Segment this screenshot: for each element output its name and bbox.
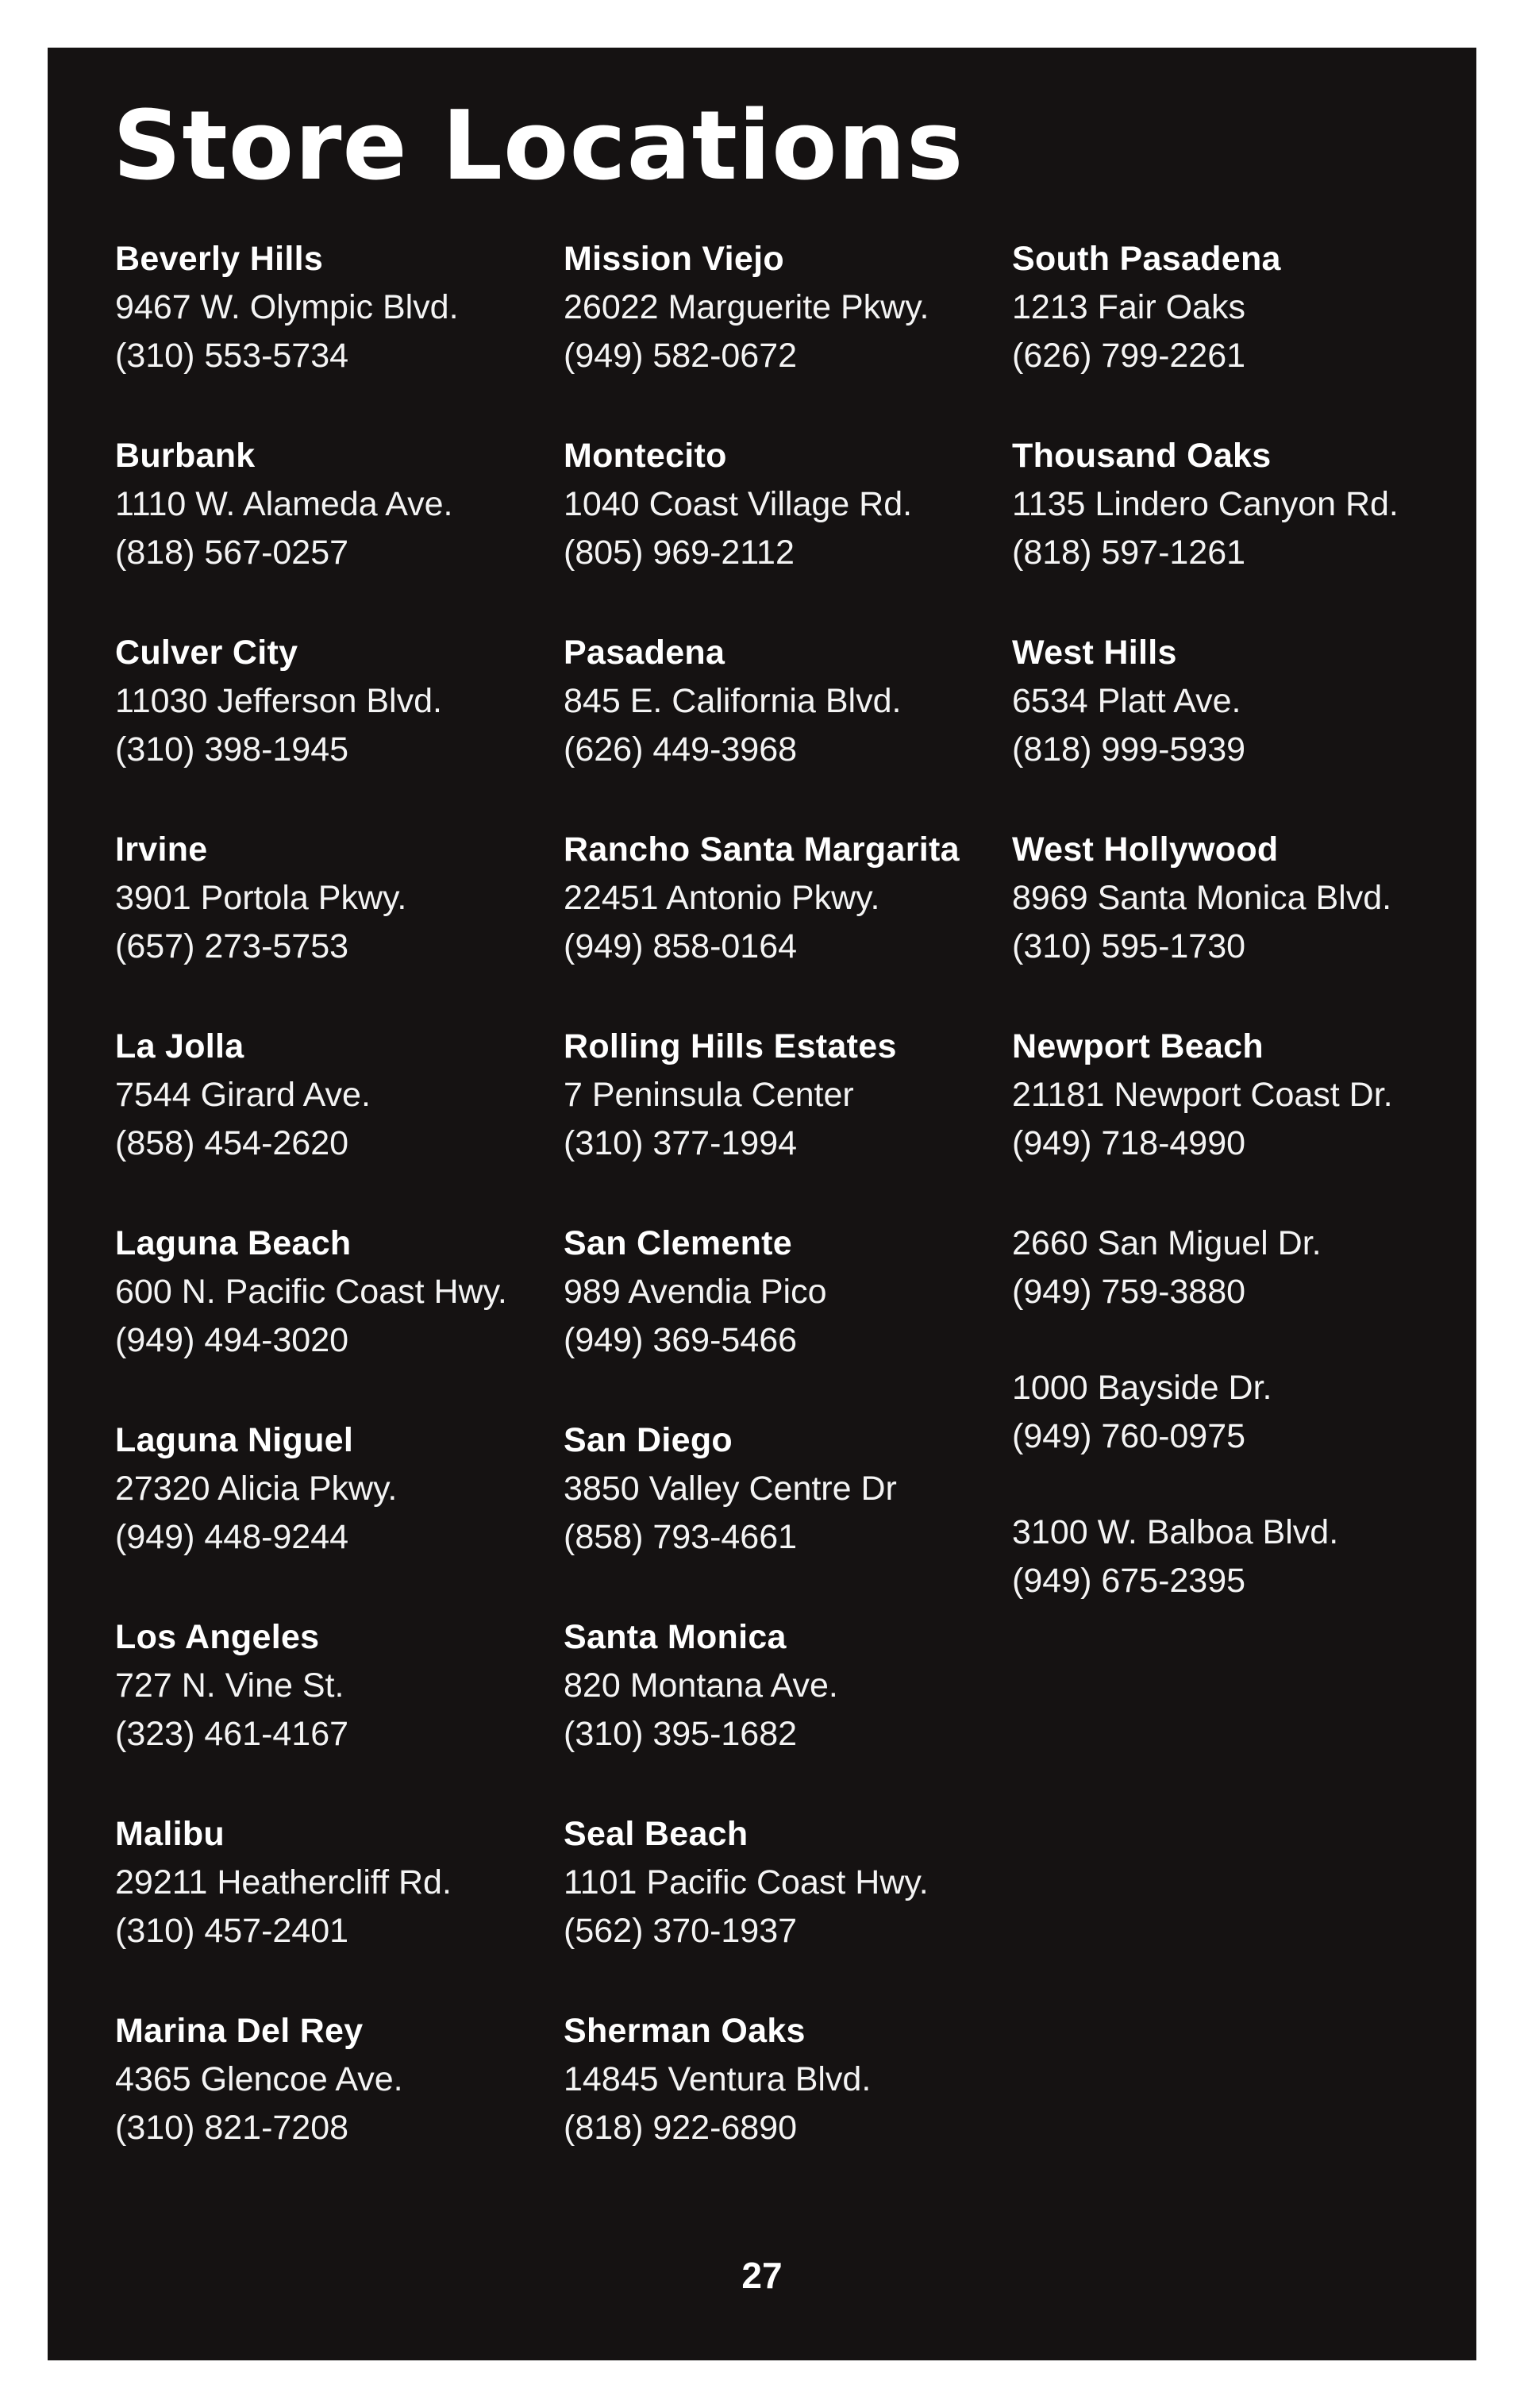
store-name: Pasadena [564, 634, 725, 672]
store-phone: (310) 398-1945 [115, 730, 349, 769]
store-address: 27320 Alicia Pkwy. [115, 1470, 398, 1508]
store-phone: (626) 799-2261 [1012, 337, 1246, 375]
store-phone: (949) 759-3880 [1012, 1273, 1246, 1311]
store-rancho-santa-margarita [564, 826, 1008, 1023]
store-phone: (562) 370-1937 [564, 1912, 798, 1950]
store-name: Malibu [115, 1815, 225, 1853]
store-santa-monica [564, 1613, 1008, 1810]
store-address: 3901 Portola Pkwy. [115, 879, 407, 917]
store-address: 7 Peninsula Center [564, 1076, 854, 1114]
spacer [1012, 1316, 1476, 1364]
store-name: Culver City [115, 634, 298, 672]
store-phone: (949) 675-2395 [1012, 1562, 1246, 1600]
store-thousand-oaks [1012, 432, 1476, 629]
store-mission-viejo [564, 235, 1008, 432]
store-address: 1213 Fair Oaks [1012, 288, 1245, 326]
store-name: Rancho Santa Margarita [564, 830, 960, 869]
store-address: 9467 W. Olympic Blvd. [115, 288, 459, 326]
store-address: 6534 Platt Ave. [1012, 682, 1241, 720]
store-phone: (949) 448-9244 [115, 1518, 349, 1556]
store-phone: (323) 461-4167 [115, 1715, 349, 1753]
store-address: 1101 Pacific Coast Hwy. [564, 1863, 929, 1901]
store-address: 989 Avendia Pico [564, 1273, 827, 1311]
store-phone: (818) 922-6890 [564, 2109, 798, 2147]
store-phone: (949) 718-4990 [1012, 1124, 1246, 1162]
store-la-jolla [115, 1023, 560, 1219]
store-newport-beach [1012, 1023, 1476, 1219]
store-phone: (818) 597-1261 [1012, 534, 1246, 572]
store-phone: (310) 553-5734 [115, 337, 349, 375]
store-irvine [115, 826, 560, 1023]
store-san-diego [564, 1416, 1008, 1613]
store-address: 29211 Heathercliff Rd. [115, 1863, 452, 1901]
store-name: La Jolla [115, 1027, 244, 1065]
store-south-pasadena [1012, 235, 1476, 432]
store-phone: (818) 567-0257 [115, 534, 349, 572]
store-phone: (657) 273-5753 [115, 927, 349, 965]
store-name: Montecito [564, 437, 727, 475]
store-address: 22451 Antonio Pkwy. [564, 879, 880, 917]
store-phone: (626) 449-3968 [564, 730, 798, 769]
store-montecito [564, 432, 1008, 629]
store-marina-del-rey [115, 2007, 560, 2204]
store-name: San Clemente [564, 1224, 792, 1262]
store-newport-beach-extra-3 [1012, 1508, 1476, 1605]
store-name: Marina Del Rey [115, 2012, 364, 2050]
store-name: Mission Viejo [564, 240, 784, 278]
store-address: 1135 Lindero Canyon Rd. [1012, 485, 1399, 523]
store-address: 1040 Coast Village Rd. [564, 485, 913, 523]
store-phone: (310) 595-1730 [1012, 927, 1246, 965]
store-address: 2660 San Miguel Dr. [1012, 1224, 1322, 1262]
store-phone: (858) 793-4661 [564, 1518, 798, 1556]
store-name: Thousand Oaks [1012, 437, 1272, 475]
store-newport-beach-extra-1 [1012, 1219, 1476, 1316]
store-beverly-hills [115, 235, 560, 432]
store-name: Irvine [115, 830, 208, 869]
store-name: Sherman Oaks [564, 2012, 806, 2050]
store-sherman-oaks [564, 2007, 1008, 2204]
store-phone: (949) 494-3020 [115, 1321, 349, 1359]
store-burbank [115, 432, 560, 629]
store-address: 3100 W. Balboa Blvd. [1012, 1513, 1339, 1551]
store-address: 600 N. Pacific Coast Hwy. [115, 1273, 507, 1311]
store-name: West Hills [1012, 634, 1177, 672]
store-address: 26022 Marguerite Pkwy. [564, 288, 929, 326]
store-address: 1110 W. Alameda Ave. [115, 485, 453, 523]
store-rolling-hills-estates [564, 1023, 1008, 1219]
store-west-hills [1012, 629, 1476, 826]
store-name: Newport Beach [1012, 1027, 1264, 1065]
store-name: Seal Beach [564, 1815, 749, 1853]
store-address: 7544 Girard Ave. [115, 1076, 371, 1114]
store-phone: (310) 457-2401 [115, 1912, 349, 1950]
store-laguna-beach [115, 1219, 560, 1416]
store-phone: (949) 582-0672 [564, 337, 798, 375]
store-address: 21181 Newport Coast Dr. [1012, 1076, 1393, 1114]
store-column-2 [564, 235, 1008, 2204]
store-laguna-niguel [115, 1416, 560, 1613]
store-address: 845 E. California Blvd. [564, 682, 902, 720]
store-address: 3850 Valley Centre Dr [564, 1470, 897, 1508]
spacer [1012, 1461, 1476, 1508]
store-los-angeles [115, 1613, 560, 1810]
store-address: 727 N. Vine St. [115, 1666, 344, 1705]
store-name: Rolling Hills Estates [564, 1027, 897, 1065]
store-name: Beverly Hills [115, 240, 324, 278]
store-west-hollywood [1012, 826, 1476, 1023]
store-phone: (805) 969-2112 [564, 534, 795, 572]
store-phone: (310) 821-7208 [115, 2109, 349, 2147]
store-phone: (818) 999-5939 [1012, 730, 1246, 769]
store-phone: (858) 454-2620 [115, 1124, 349, 1162]
store-locations-panel [48, 48, 1476, 2360]
store-phone: (310) 395-1682 [564, 1715, 798, 1753]
store-culver-city [115, 629, 560, 826]
store-newport-beach-extra-2 [1012, 1364, 1476, 1461]
store-address: 4365 Glencoe Ave. [115, 2060, 403, 2098]
page-number: 27 [741, 2255, 783, 2296]
store-column-3 [1012, 235, 1476, 1605]
store-phone: (310) 377-1994 [564, 1124, 798, 1162]
store-phone: (949) 858-0164 [564, 927, 798, 965]
page-title: Store Locations [113, 91, 964, 202]
store-column-1 [115, 235, 560, 2204]
store-san-clemente [564, 1219, 1008, 1416]
store-name: West Hollywood [1012, 830, 1279, 869]
store-name: San Diego [564, 1421, 733, 1459]
store-address: 14845 Ventura Blvd. [564, 2060, 872, 2098]
store-address: 820 Montana Ave. [564, 1666, 838, 1705]
store-malibu [115, 1810, 560, 2007]
store-address: 11030 Jefferson Blvd. [115, 682, 442, 720]
store-seal-beach [564, 1810, 1008, 2007]
store-name: Laguna Niguel [115, 1421, 354, 1459]
store-name: Los Angeles [115, 1618, 320, 1656]
store-name: Burbank [115, 437, 256, 475]
store-pasadena [564, 629, 1008, 826]
store-phone: (949) 760-0975 [1012, 1417, 1246, 1455]
store-name: South Pasadena [1012, 240, 1281, 278]
store-name: Santa Monica [564, 1618, 787, 1656]
store-phone: (949) 369-5466 [564, 1321, 798, 1359]
store-address: 8969 Santa Monica Blvd. [1012, 879, 1392, 917]
store-address: 1000 Bayside Dr. [1012, 1369, 1272, 1407]
store-name: Laguna Beach [115, 1224, 352, 1262]
